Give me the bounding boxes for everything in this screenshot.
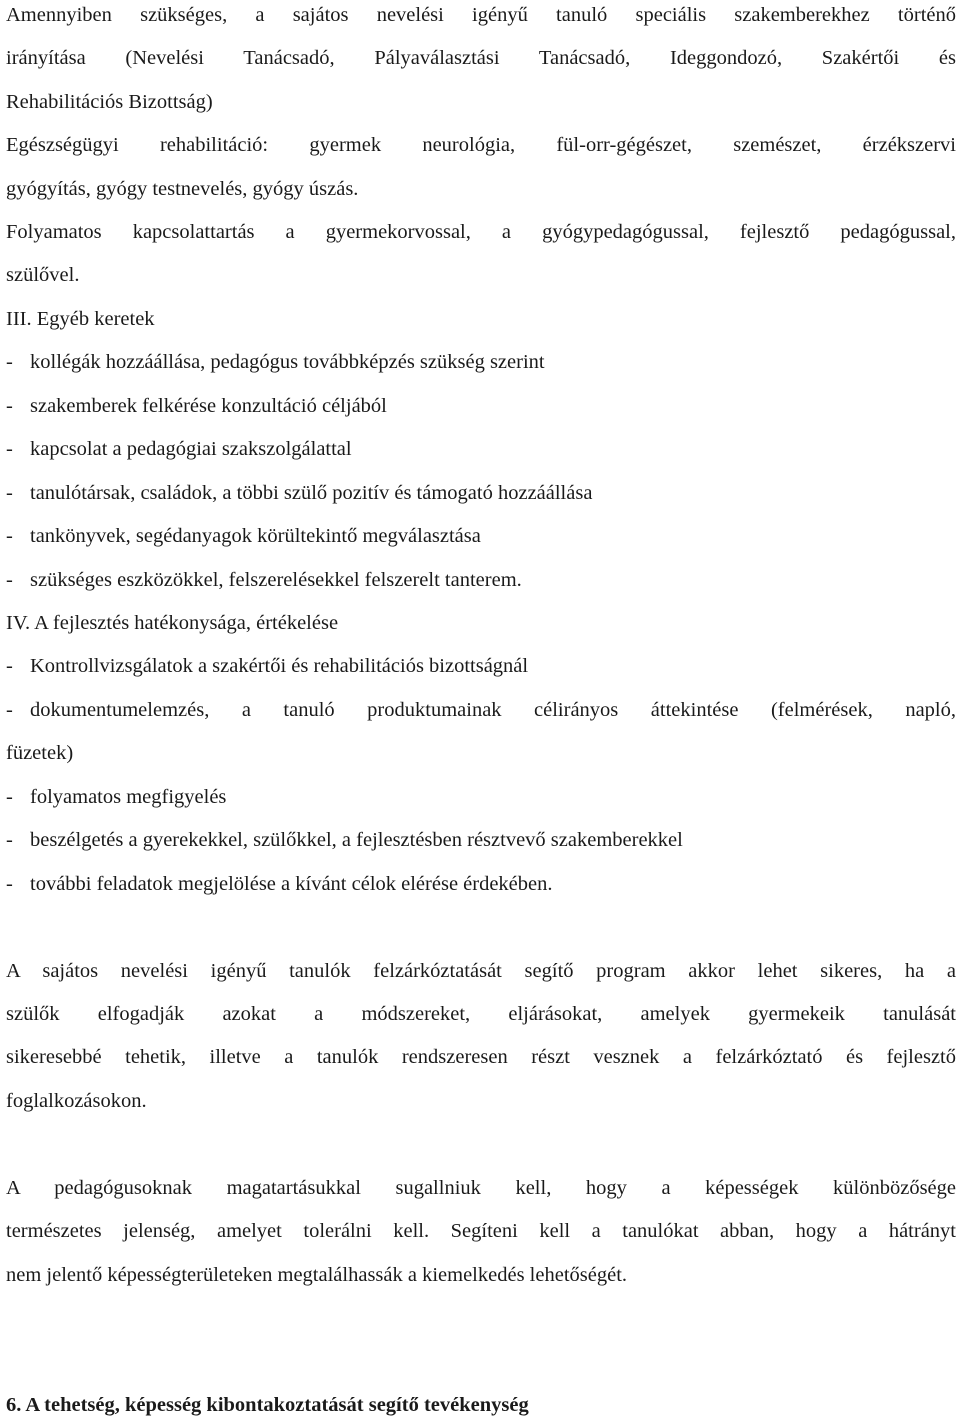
list-item — [6, 349, 545, 375]
list-item-text: további feladatok megjelölése a kívánt célok elérése érdekében. — [30, 873, 553, 895]
bullet-mark: - — [6, 569, 13, 591]
list-item — [6, 480, 592, 506]
list-item — [6, 827, 683, 853]
paragraph-line: A sajátos nevelési igényű tanulók felzárkóztatását segítő program akkor lehet sikeres, ha a — [6, 960, 956, 982]
paragraph-line: természetes jelenség, amelyet tolerálni kell. Segíteni kell a tanulókat abban, hogy a hátrányt — [6, 1220, 956, 1242]
paragraph-line: A pedagógusoknak magatartásukkal sugallniuk kell, hogy a képességek különbözősége — [6, 1177, 956, 1199]
list-item — [6, 653, 528, 679]
bullet-mark: - — [6, 699, 13, 721]
list-item — [6, 523, 481, 549]
text-line: Rehabilitációs Bizottság) — [6, 91, 213, 113]
bullet-mark: - — [6, 873, 13, 895]
text-line: gyógyítás, gyógy testnevelés, gyógy úszás. — [6, 178, 359, 200]
list-item-text: beszélgetés a gyerekekkel, szülőkkel, a fejlesztésben résztvevő szakemberekkel — [30, 829, 683, 851]
bullet-mark: - — [6, 438, 13, 460]
bullet-mark: - — [6, 351, 13, 373]
list-item-text: tankönyvek, segédanyagok körültekintő megválasztása — [30, 525, 481, 547]
bullet-mark: - — [6, 395, 13, 417]
list-item-text: szükséges eszközökkel, felszerelésekkel felszerelt tanterem. — [30, 569, 522, 591]
bullet-mark: - — [6, 829, 13, 851]
list-item — [6, 871, 553, 897]
paragraph-line: foglalkozásokon. — [6, 1090, 147, 1112]
text-line: irányítása (Nevelési Tanácsadó, Pályaválasztási Tanácsadó, Ideggondozó, Szakértői és — [6, 47, 956, 69]
list-item — [6, 567, 522, 593]
list-item — [6, 697, 956, 723]
text-line: szülővel. — [6, 264, 80, 286]
list-item-text: kapcsolat a pedagógiai szakszolgálattal — [30, 438, 352, 460]
bullet-mark: - — [6, 525, 13, 547]
bullet-mark: - — [6, 655, 13, 677]
list-item-text: dokumentumelemzés, a tanuló produktumainak célirányos áttekintése (felmérések, napló, — [30, 699, 956, 721]
list-item-continuation: füzetek) — [6, 742, 74, 764]
section-heading: 6. A tehetség, képesség kibontakoztatását segítő tevékenység — [6, 1394, 529, 1416]
list-item-text: szakemberek felkérése konzultáció céljából — [30, 395, 387, 417]
text-line: Egészségügyi rehabilitáció: gyermek neurológia, fül-orr-gégészet, szemészet, érzékszervi — [6, 134, 956, 156]
list-item — [6, 393, 387, 419]
list-item — [6, 436, 352, 462]
section-title-iv: IV. A fejlesztés hatékonysága, értékelése — [6, 612, 339, 634]
list-item-text: tanulótársak, családok, a többi szülő pozitív és támogató hozzáállása — [30, 482, 593, 504]
paragraph-line: szülők elfogadják azokat a módszereket, eljárásokat, amelyek gyermekeik tanulását — [6, 1003, 956, 1025]
list-item-text: Kontrollvizsgálatok a szakértői és rehabilitációs bizottságnál — [30, 655, 529, 677]
paragraph-line: nem jelentő képességterületeken megtalálhassák a kiemelkedés lehetőségét. — [6, 1264, 628, 1286]
bullet-mark: - — [6, 482, 13, 504]
paragraph-line: sikeresebbé tehetik, illetve a tanulók rendszeresen részt vesznek a felzárkóztató és fejlesztő — [6, 1046, 956, 1068]
text-line: Amennyiben szükséges, a sajátos nevelési igényű tanuló speciális szakemberekhez történő — [6, 4, 956, 26]
text-line: Folyamatos kapcsolattartás a gyermekorvossal, a gyógypedagógussal, fejlesztő pedagógussal, — [6, 221, 956, 243]
bullet-mark: - — [6, 786, 13, 808]
section-title-iii: III. Egyéb keretek — [6, 308, 155, 330]
list-item-text: folyamatos megfigyelés — [30, 786, 227, 808]
list-item-text: kollégák hozzáállása, pedagógus továbbképzés szükség szerint — [30, 351, 545, 373]
list-item — [6, 784, 226, 810]
